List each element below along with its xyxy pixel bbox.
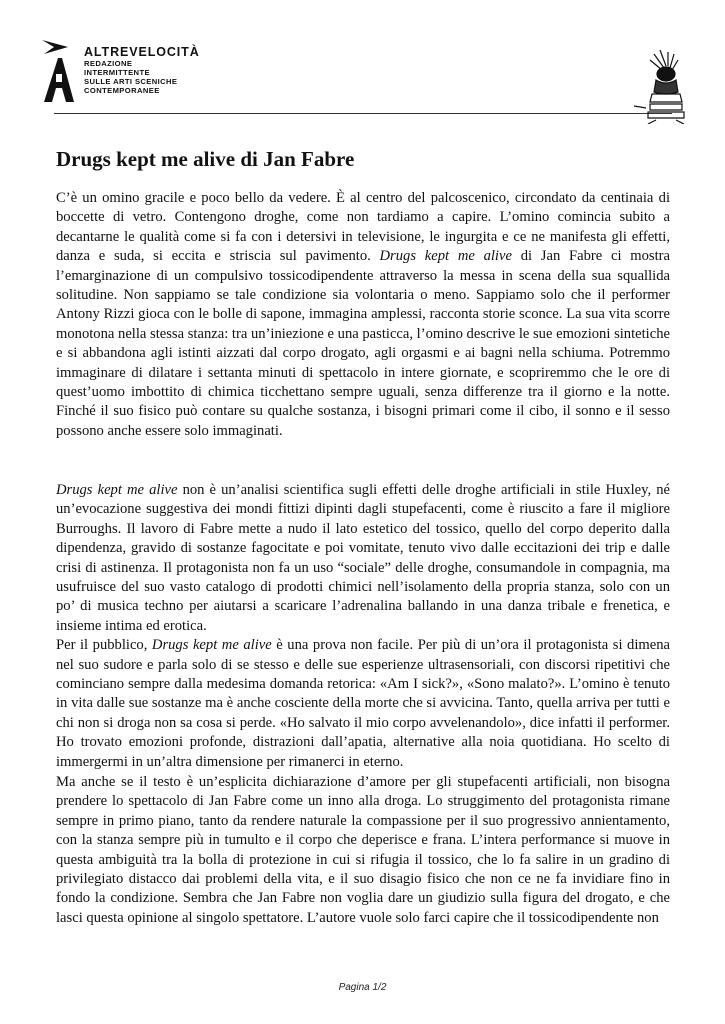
- header-divider: [54, 113, 672, 114]
- article-paragraph-4: [56, 773, 670, 928]
- work-title: Drugs kept me alive: [151, 637, 272, 654]
- paragraph-text: è una prova non facile. Per più di un’ora il protagonista si dimena nel suo sudore e parla solo di se stesso e delle sue esperienze ultrasensoriali, con discorsi ripetitivi che cominciano sempre dalla medesima domanda retorica: «Am I sick?», «Sono malato?». L’omino è tenuto in vita dalle sue sostanze ma è anche cosciente della morte che si avvicina. Tanto, quella arriva per tutti e chi non si droga non sa cosa si perde. «Ho salvato il mio corpo avvelenandolo», dice infatti il performer. Ho trovato emozioni profonde, distrazioni dall’apatia, alternative alla noia quotidiana. Ho scelto di immergermi in un’altra dimensione per rimanerci in eterno.: [56, 637, 670, 770]
- paragraph-text: C’è un omino gracile e poco bello da vedere. È al centro del palcoscenico, circondato da centinaia di boccette di vetro. Contengono droghe, come non tardiamo a capire. L’omino comincia subito a decantarne le qualità come si fa con i detersivi in televisione, le ingurgita e ce ne manifesta gli effetti, danza e suda, si eccita e striscia sul pavimento.: [56, 190, 670, 265]
- logo-text: [84, 46, 200, 95]
- page-header: [0, 0, 725, 120]
- article-paragraphs-2-3: [56, 481, 670, 772]
- logo-brand: ALTREVELOCITÀ: [84, 45, 200, 59]
- article-paragraph-1: [56, 189, 670, 441]
- page-number: Pagina 1/2: [338, 982, 387, 993]
- logo-tagline-line: REDAZIONE: [84, 59, 133, 68]
- logo-tagline-line: SULLE ARTI SCENICHE: [84, 77, 178, 86]
- altrevelocita-logo-icon: [38, 38, 78, 104]
- logo-tagline-line: CONTEMPORANEE: [84, 86, 160, 95]
- article-paragraph-2: [56, 481, 670, 636]
- paragraph-text: Per il pubblico,: [56, 637, 152, 654]
- work-title: Drugs kept me alive: [56, 482, 178, 498]
- logo-tagline-line: INTERMITTENTE: [84, 68, 150, 77]
- paragraph-text: non è un’analisi scientifica sugli effetti delle droghe artificiali in stile Huxley, né un’evocazione suggestiva dei mondi fittizi dipinti dagli stupefacenti, come è riuscito a fare il migliore Burroughs. Il lavoro di Fabre mette a nudo il lato estetico del tossico, quello del corpo deperito dalla dipendenza, gravido di sostanze fagocitate e poi vomitate, tenuto vivo dalle eccitazioni dei trip e dalle crisi di astinenza. Il protagonista non fa un uso “sociale” delle droghe, consumandole in compagnia, ma usufruisce del suo vasto catalogo di prodotti chimici nell’isolamento della propria stanza, solo con un po’ di musica techno per aiutarsi a scaricare l’adrenalina ballando in una danza tribale e frenetica, e insieme intima ed erotica.: [56, 482, 670, 634]
- article-paragraph-3: [56, 636, 670, 772]
- work-title: Drugs kept me alive: [379, 248, 512, 265]
- article-title: Drugs kept me alive di Jan Fabre: [56, 147, 355, 171]
- reading-figure-illustration-icon: [634, 48, 690, 124]
- paragraph-text: di Jan Fabre ci mostra l’emarginazione di un compulsivo tossicodipendente attraverso la messa in scena della sua squallida solitudine. Non sappiamo se tale condizione sia volontaria o meno. Sappiamo solo che il performer Antony Rizzi gioca con le bolle di sapone, immagina amplessi, racconta storie sconce. La sua vita scorre monotona nella stessa stanza: tra un’iniezione e una pasticca, l’omino descrive le sue emozioni sintetiche e si abbandona agli istinti aizzati dal corpo drogato, agli orgasmi e ai bagni nella schiuma. Potremmo immaginare di dilatare i settanta minuti di spettacolo in intere giornate, e scopriremmo che le ore di quest’uomo imbottito di chimica ticchettano sempre uguali, senza differenze tra il giorno e la notte. Finché il suo fisico può contare su qualche sostanza, i bisogni primari come il cibo, il sonno e il sesso possono anche essere solo immaginati.: [56, 248, 670, 439]
- paragraph-text: Ma anche se il testo è un’esplicita dichiarazione d’amore per gli stupefacenti artificiali, non bisogna prendere lo spettacolo di Jan Fabre come un inno alla droga. Lo struggimento del protagonista rimane sempre in primo piano, tanto da rendere naturale la compassione per il suo progressivo annientamento, con la stanza sempre più in tumulto e il corpo che deperisce e frana. L’intera performance si muove in questa ambiguità tra la bolla di protezione in cui si rifugia il tossico, che lo fa salire in un gradino di privilegiato distacco dai problemi della vita, e il suo disagio fisico che non ce ne fa invidiare fino in fondo la condizione. Sembra che Jan Fabre non voglia dare un giudizio sulla figura del drogato, e che lasci questa opinione al singolo spettatore. L’autore vuole solo farci capire che il tossicodipendente non: [56, 774, 670, 926]
